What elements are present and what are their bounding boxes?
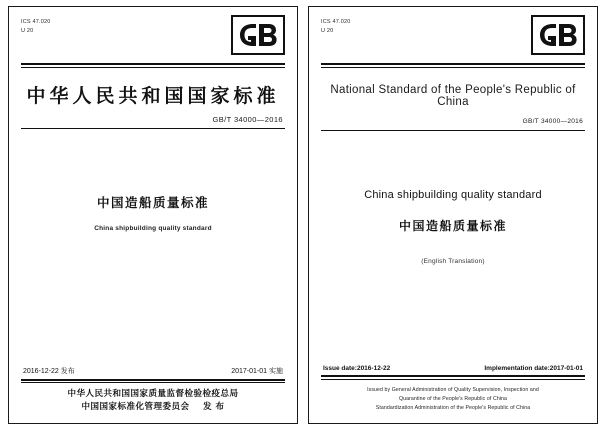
issuer-block: [21, 383, 285, 413]
issuer-line-1-en: Issued by General Administration of Quality Supervision, Inspection and: [367, 386, 539, 393]
ics-code-line-1-en: ICS 47.020: [321, 19, 351, 25]
issuer-line-2: 中国国家标准化管理委员会: [81, 401, 190, 412]
ics-code-line-2-en: U 20: [321, 27, 334, 34]
header-rule-thick-en: [321, 63, 585, 65]
header-rule-thin: [21, 67, 285, 68]
cover-header: [21, 15, 285, 61]
ics-code-block: [21, 15, 51, 35]
document-title-en: China shipbuilding quality standard: [364, 188, 542, 201]
document-title-cn: 中国造船质量标准: [398, 218, 507, 233]
standard-number: GB/T 34000—2016: [212, 114, 283, 124]
gb-logo-icon: [231, 15, 285, 55]
issuer-line-2-en: Quarantine of the People's Republic of China: [398, 395, 508, 402]
issue-date: 2016-12-22 发布: [23, 367, 75, 375]
header-rule-thin-en: [321, 67, 585, 68]
ics-code-block-en: [321, 15, 351, 35]
issue-date-en: Issue date:2016-12-22: [323, 365, 391, 373]
ics-code-line-1: ICS 47.020: [21, 19, 51, 25]
footer-rule-thick: [21, 379, 285, 381]
header-rule-thick: [21, 63, 285, 65]
date-row-en: [321, 365, 585, 375]
issuer-publish-label: 发 布: [203, 401, 225, 412]
cover-body-en: [321, 131, 585, 366]
issuer-block-en: [321, 380, 585, 413]
chinese-cover-page: [8, 6, 298, 424]
translation-note: (English Translation): [421, 257, 485, 265]
cover-body: [21, 129, 285, 366]
implementation-date: 2017-01-01 实施: [231, 367, 283, 375]
footer-rule-thick-en: [321, 375, 585, 377]
document-title-en: China shipbuilding quality standard: [94, 224, 212, 232]
cover-header-en: [321, 15, 585, 61]
standard-number-en: GB/T 34000—2016: [522, 117, 583, 125]
issuer-line-3-en: Standardization Administration of the People's Republic of China: [375, 404, 531, 411]
national-standard-title-en: National Standard of the People's Republic of China: [330, 83, 576, 108]
issuer-line-1: 中华人民共和国国家质量监督检验检疫总局: [67, 389, 239, 400]
national-standard-title: 中华人民共和国国家标准: [26, 84, 280, 107]
document-title-cn: 中国造船质量标准: [96, 194, 209, 210]
ics-code-line-2: U 20: [21, 27, 34, 34]
implementation-date-en: Implementation date:2017-01-01: [484, 365, 583, 373]
gb-logo-icon-en: [531, 15, 585, 55]
date-row: [21, 366, 285, 379]
english-cover-page: [308, 6, 598, 424]
